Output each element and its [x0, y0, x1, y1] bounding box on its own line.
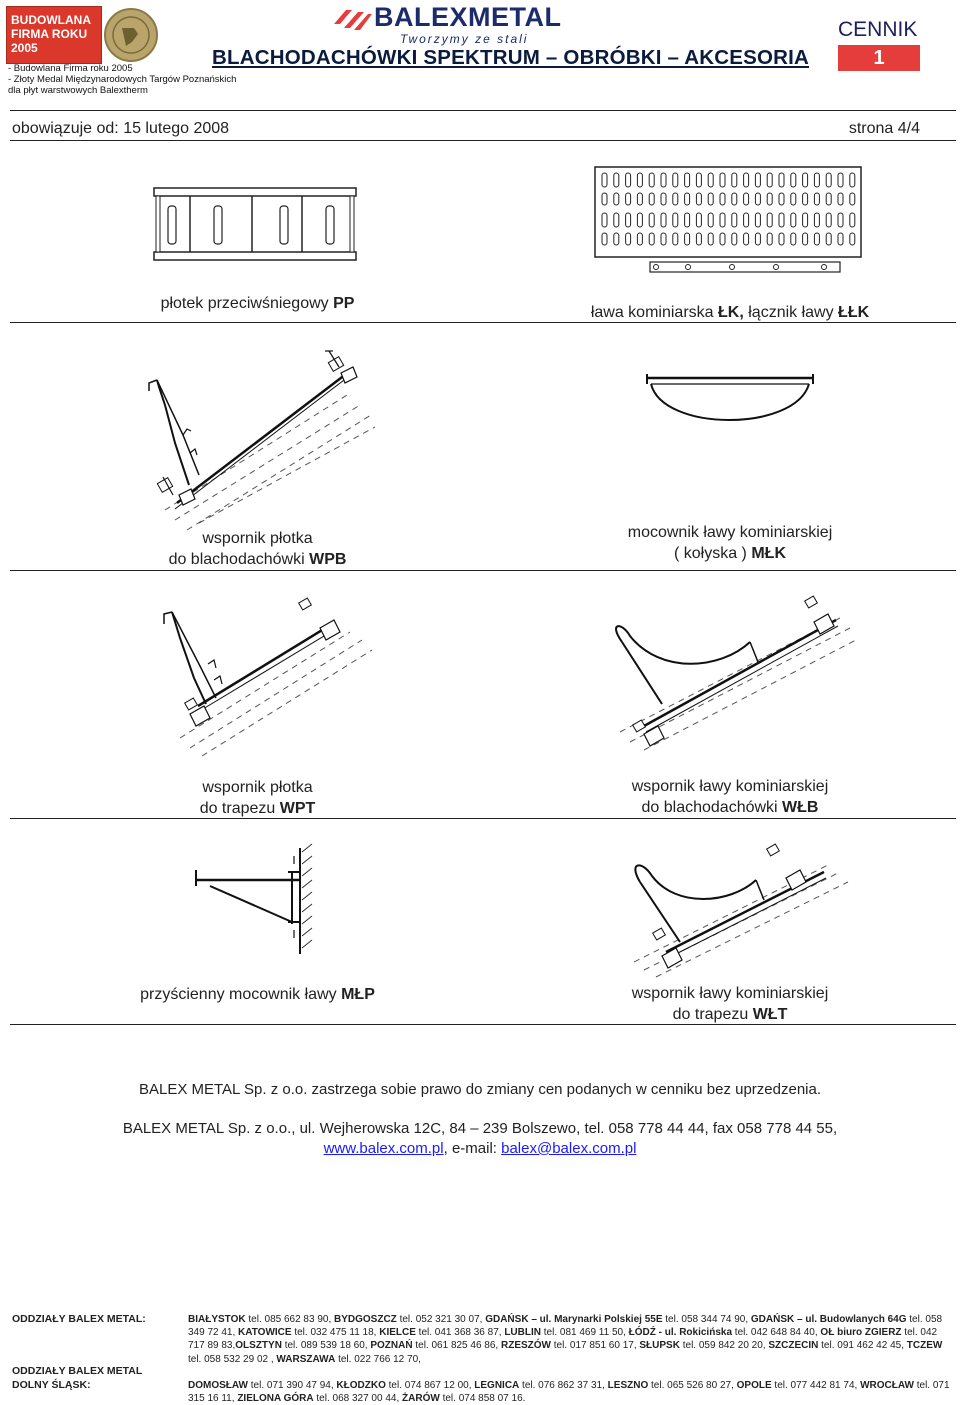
- bench-slot: [720, 233, 725, 245]
- caption-wlb: [560, 776, 900, 818]
- caption-text: przyścienny mocownik ławy: [140, 986, 337, 1003]
- snow-fence-drawing: [150, 186, 360, 268]
- bench-slot: [649, 213, 654, 227]
- bench-slot: [626, 193, 631, 205]
- bench-slot: [838, 213, 843, 227]
- branch-city: WARSZAWA: [276, 1353, 336, 1365]
- bench-slot: [708, 233, 713, 245]
- caption-text: płotek przeciwśniegowy: [160, 295, 329, 312]
- branch-phone: tel. 068 327 00 44,: [313, 1393, 403, 1405]
- branch-phone: tel. 065 526 80 27,: [648, 1380, 737, 1391]
- fence-bracket-trapezoid-drawing: [150, 588, 375, 756]
- branch-city: ZIELONA GÓRA: [237, 1393, 314, 1405]
- bench-slot: [767, 213, 772, 227]
- company-address: [0, 1119, 960, 1159]
- price-change-notice: BALEX METAL Sp. z o.o. zastrzega sobie prawo do zmiany cen podanych w cenniku bez uprzedzenia.: [138, 1081, 822, 1098]
- caption-lk: [520, 302, 940, 323]
- bench-slot: [826, 173, 831, 187]
- bench-bracket-tile-drawing: [600, 592, 860, 752]
- bench-slot: [720, 213, 725, 227]
- bench-slot: [673, 173, 678, 187]
- bench-slot: [614, 173, 619, 187]
- bench-slot: [626, 233, 631, 245]
- branch-city: KIELCE: [379, 1327, 416, 1339]
- branch-phone: tel. 076 862 37 31,: [519, 1380, 608, 1391]
- branch-city: LEGNICA: [474, 1380, 520, 1391]
- award-text: [8, 63, 236, 96]
- bench-slot: [744, 233, 749, 245]
- bench-slot: [685, 173, 690, 187]
- branch-phone: tel. 052 321 30 07,: [396, 1314, 486, 1325]
- branch-phone: tel. 032 475 11 18,: [291, 1327, 380, 1339]
- branch-city: RZESZÓW: [500, 1340, 551, 1352]
- branches-list: [188, 1313, 956, 1366]
- bench-slot: [685, 193, 690, 205]
- bench-slot: [744, 193, 749, 205]
- email-label: , e-mail:: [443, 1140, 497, 1157]
- bench-slot: [755, 213, 760, 227]
- branches-silesia-label: [12, 1365, 142, 1392]
- price-list-number: 1: [838, 45, 920, 71]
- caption-text: ( kołyska ): [673, 545, 747, 562]
- bench-slot: [661, 173, 666, 187]
- bench-slot: [626, 213, 631, 227]
- caption-text: wspornik płotka: [202, 779, 313, 796]
- branch-city: OLSZTYN: [235, 1340, 282, 1352]
- bench-slot: [791, 173, 796, 187]
- award-line: - Budowlana Firma roku 2005: [8, 63, 133, 74]
- branches-label: ODDZIAŁY BALEX METAL:: [12, 1313, 146, 1325]
- website-link[interactable]: www.balex.com.pl: [323, 1140, 444, 1157]
- bench-slot: [803, 173, 808, 187]
- bench-slot: [602, 173, 607, 187]
- cradle-drawing: [645, 372, 815, 448]
- bench-slot: [803, 193, 808, 205]
- bench-slot: [614, 213, 619, 227]
- bench-slot: [673, 213, 678, 227]
- branch-city: OŁ biuro ZGIERZ: [820, 1327, 902, 1339]
- bench-slot: [850, 193, 855, 205]
- bench-slot: [732, 233, 737, 245]
- bench-slot: [626, 173, 631, 187]
- bench-slot: [602, 193, 607, 205]
- bench-slot: [614, 193, 619, 205]
- bench-slot: [791, 213, 796, 227]
- caption-wpb: [100, 528, 415, 570]
- bench-slot: [826, 193, 831, 205]
- caption-text: wspornik ławy kominiarskiej: [631, 985, 829, 1002]
- caption-pp: [100, 293, 415, 314]
- product-code: MŁK: [751, 545, 786, 562]
- bench-slot: [755, 233, 760, 245]
- branches-silesia-list: [188, 1379, 956, 1405]
- branch-city: LESZNO: [607, 1380, 649, 1391]
- caption-text: łącznik ławy: [748, 304, 834, 321]
- award-badge: [6, 6, 102, 64]
- branch-city: ŁÓDŹ - ul. Rokicińska: [628, 1327, 733, 1339]
- caption-text: ława kominiarska: [590, 304, 714, 321]
- award-badge-text: BUDOWLANA FIRMA ROKU 2005: [11, 13, 91, 55]
- divider: [10, 322, 956, 323]
- bench-slot: [732, 213, 737, 227]
- bench-slot: [814, 173, 819, 187]
- product-code: WPT: [279, 800, 316, 817]
- bench-slot: [708, 173, 713, 187]
- bench-slot: [838, 193, 843, 205]
- branch-city: TCZEW: [906, 1340, 943, 1352]
- product-code: MŁP: [341, 986, 375, 1003]
- caption-text: do blachodachówki: [641, 799, 778, 816]
- connector-hole: [654, 265, 659, 270]
- caption-mlk: [560, 522, 900, 564]
- branches-silesia-label-line: ODDZIAŁY BALEX METAL: [12, 1365, 143, 1377]
- bench-slot: [649, 173, 654, 187]
- branch-city: SŁUPSK: [639, 1340, 680, 1352]
- caption-text: do trapezu: [672, 1006, 749, 1023]
- bench-slot: [767, 193, 772, 205]
- branch-city: DOMOSŁAW: [188, 1380, 248, 1391]
- medal-icon: [104, 6, 158, 64]
- bench-slot: [614, 233, 619, 245]
- award-line: dla płyt warstwowych Balextherm: [8, 85, 148, 96]
- valid-from: obowiązuje od: 15 lutego 2008: [12, 120, 230, 137]
- award-line: - Złoty Medal Międzynarodowych Targów Poznańskich: [8, 74, 237, 85]
- bench-slot: [779, 233, 784, 245]
- bench-slot: [779, 213, 784, 227]
- branch-phone: tel. 058 344 74 90,: [662, 1314, 751, 1325]
- bench-slot: [779, 173, 784, 187]
- bench-slot: [779, 193, 784, 205]
- product-code: WŁB: [782, 799, 819, 816]
- bench-slot: [755, 193, 760, 205]
- branch-city: SZCZECIN: [768, 1340, 819, 1352]
- bench-slot: [803, 213, 808, 227]
- connector-hole: [730, 265, 735, 270]
- branch-phone: tel. 061 825 46 86,: [412, 1340, 501, 1352]
- bench-slot: [696, 173, 701, 187]
- bench-slot: [661, 213, 666, 227]
- branch-phone: tel. 042 717 89 83,: [188, 1327, 938, 1352]
- bench-slot: [637, 173, 642, 187]
- fence-bracket-tile-drawing: [135, 345, 375, 530]
- branch-city: GDAŃSK – ul. Marynarki Polskiej 55E: [485, 1314, 663, 1325]
- branch-city: GDAŃSK – ul. Budowlanych 64G: [750, 1314, 907, 1325]
- branch-city: BYDGOSZCZ: [334, 1314, 397, 1325]
- brand-tagline: Tworzymy ze stali: [400, 32, 529, 46]
- bench-slot: [649, 233, 654, 245]
- branch-phone: tel. 058 532 29 02 ,: [188, 1353, 277, 1365]
- document-title: BLACHODACHÓWKI SPEKTRUM – OBRÓBKI – AKCESORIA: [212, 46, 810, 69]
- branch-phone: tel. 085 662 83 90,: [245, 1314, 335, 1325]
- divider: [10, 818, 956, 819]
- bench-slot: [685, 213, 690, 227]
- branch-phone: tel. 042 648 84 40,: [732, 1327, 821, 1339]
- bench-slot: [661, 193, 666, 205]
- caption-wlt: [560, 983, 900, 1025]
- wall-mount-drawing: [188, 842, 328, 960]
- divider: [10, 570, 956, 571]
- connector-hole: [822, 265, 827, 270]
- branch-city: KATOWICE: [238, 1327, 292, 1339]
- branch-phone: tel. 081 469 11 50,: [540, 1327, 629, 1339]
- product-code: ŁK,: [718, 304, 744, 321]
- caption-text: do trapezu: [199, 800, 276, 817]
- bench-slot: [661, 233, 666, 245]
- bench-slot: [826, 233, 831, 245]
- bench-slot: [803, 233, 808, 245]
- bench-slot: [755, 173, 760, 187]
- chimney-bench-drawing: [592, 165, 866, 277]
- branch-city: LUBLIN: [504, 1327, 541, 1339]
- divider: [10, 1024, 956, 1025]
- bench-slot: [814, 213, 819, 227]
- product-code: ŁŁK: [838, 304, 870, 321]
- brand-mark-icon: [330, 4, 374, 32]
- price-list-label: CENNIK: [838, 18, 918, 41]
- branch-city: KŁODZKO: [336, 1380, 386, 1391]
- product-code: PP: [333, 295, 355, 312]
- email-link[interactable]: balex@balex.com.pl: [501, 1140, 637, 1157]
- bench-slot: [673, 193, 678, 205]
- bench-slot: [744, 173, 749, 187]
- bench-slot: [720, 173, 725, 187]
- bench-slot: [637, 193, 642, 205]
- bench-slot: [767, 233, 772, 245]
- branch-phone: tel. 077 442 81 74,: [771, 1380, 861, 1391]
- caption-text: wspornik ławy kominiarskiej: [631, 778, 829, 795]
- bench-slot: [696, 233, 701, 245]
- bench-slot: [602, 213, 607, 227]
- address-line: BALEX METAL Sp. z o.o., ul. Wejherowska 12C, 84 – 239 Bolszewo, tel. 058 778 44 44, fax 058 778 44 55,: [122, 1120, 838, 1137]
- brand-name: BALEXMETAL: [374, 2, 562, 32]
- caption-text: wspornik płotka: [202, 530, 313, 547]
- bench-slot: [850, 233, 855, 245]
- bench-slot: [814, 233, 819, 245]
- branch-phone: tel. 071 315 16 11,: [188, 1380, 950, 1405]
- connector-hole: [686, 265, 691, 270]
- branch-phone: tel. 091 462 42 45,: [818, 1340, 907, 1352]
- branch-phone: tel. 089 539 18 60,: [281, 1340, 371, 1352]
- bench-slot: [838, 233, 843, 245]
- caption-wpt: [100, 777, 415, 819]
- connector-hole: [774, 265, 779, 270]
- branch-phone: tel. 059 842 20 20,: [679, 1340, 769, 1352]
- branch-city: ŻARÓW: [402, 1393, 440, 1405]
- bench-slot: [850, 213, 855, 227]
- bench-slot: [673, 233, 678, 245]
- bench-slot: [637, 213, 642, 227]
- bench-slot: [826, 213, 831, 227]
- divider: [10, 140, 956, 141]
- bench-slot: [696, 213, 701, 227]
- bench-slot: [814, 193, 819, 205]
- product-code: WPB: [309, 551, 347, 568]
- bench-slot: [649, 193, 654, 205]
- bench-slot: [838, 173, 843, 187]
- branch-phone: tel. 071 390 47 94,: [248, 1380, 337, 1391]
- bench-slot: [708, 213, 713, 227]
- bench-slot: [791, 193, 796, 205]
- caption-mlp: [80, 984, 435, 1005]
- product-code: WŁT: [752, 1006, 788, 1023]
- page-number: strona 4/4: [848, 120, 920, 137]
- bench-slot: [637, 233, 642, 245]
- bench-slot: [732, 193, 737, 205]
- branch-phone: tel. 017 851 60 17,: [550, 1340, 640, 1352]
- branch-city: WROCŁAW: [860, 1380, 914, 1391]
- bench-slot: [720, 193, 725, 205]
- bench-bracket-trapezoid-drawing: [620, 842, 850, 977]
- bench-slot: [602, 233, 607, 245]
- caption-text: do blachodachówki: [168, 551, 305, 568]
- bench-slot: [850, 173, 855, 187]
- bench-slot: [791, 233, 796, 245]
- bench-slot: [708, 193, 713, 205]
- branch-phone: tel. 074 867 12 00,: [385, 1380, 475, 1391]
- divider: [10, 110, 956, 111]
- branch-city: OPOLE: [736, 1380, 772, 1391]
- bench-slot: [744, 213, 749, 227]
- branch-phone: tel. 041 368 36 87,: [415, 1327, 505, 1339]
- branch-city: POZNAŃ: [370, 1340, 413, 1352]
- caption-text: mocownik ławy kominiarskiej: [627, 524, 833, 541]
- branch-phone: tel. 074 858 07 16.: [439, 1393, 526, 1405]
- branch-phone: tel. 058 349 72 41,: [188, 1314, 943, 1339]
- brand-logo: [330, 2, 570, 48]
- bench-slot: [696, 193, 701, 205]
- bench-slot: [767, 173, 772, 187]
- branches-silesia-label-line: DOLNY ŚLĄSK:: [12, 1379, 91, 1391]
- bench-slot: [732, 173, 737, 187]
- branch-city: BIAŁYSTOK: [188, 1314, 246, 1325]
- branch-phone: tel. 022 766 12 70,: [335, 1353, 421, 1365]
- bench-slot: [685, 233, 690, 245]
